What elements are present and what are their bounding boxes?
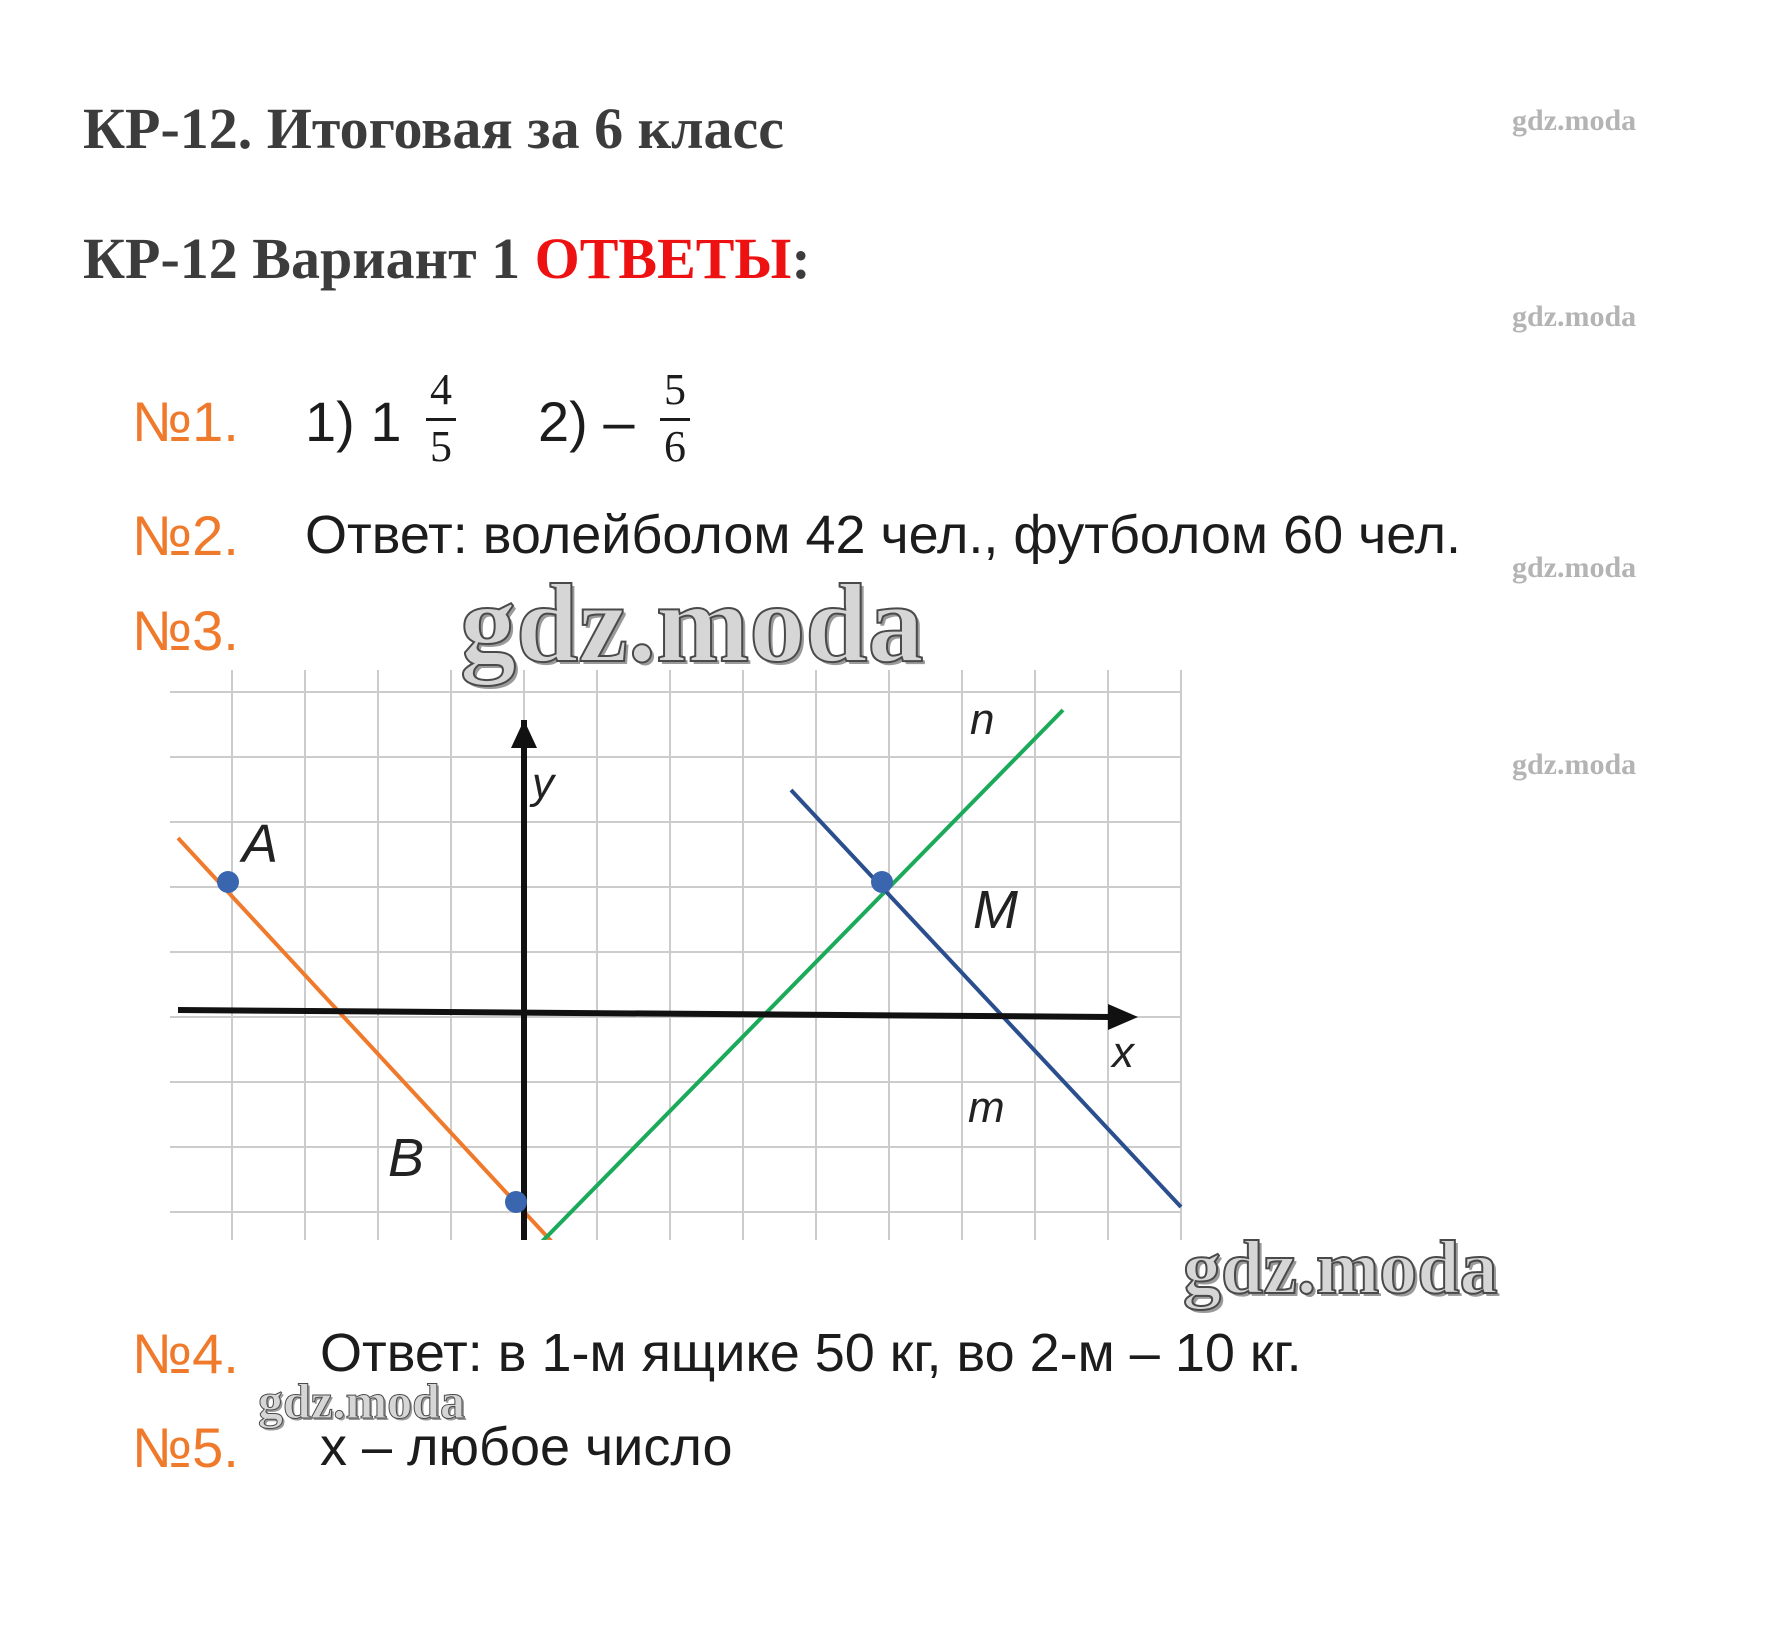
point-B-marker (505, 1191, 527, 1213)
watermark-medium: gdz.moda (258, 1373, 465, 1429)
fraction-denominator: 6 (664, 422, 686, 471)
variant-heading (83, 226, 811, 291)
point-B-label: B (388, 1128, 425, 1188)
y-axis-arrow (511, 720, 537, 748)
page-title: КР-12. Итоговая за 6 класс (83, 96, 785, 161)
task-1-label: №1. (132, 390, 239, 453)
task-5-label: №5. (132, 1416, 239, 1479)
variant-prefix: КР-12 Вариант 1 (83, 226, 535, 291)
watermark-large: gdz.moda (460, 562, 924, 686)
point-A-label: A (242, 814, 279, 874)
point-A-marker (217, 871, 239, 893)
line-m-label: m (968, 1083, 1005, 1132)
line-n-label: n (970, 695, 995, 744)
task-3-label: №3. (132, 599, 239, 662)
variant-suffix: : (791, 226, 811, 291)
x-axis-arrow (1108, 1004, 1138, 1030)
task-1-part2-prefix: 2) – (538, 390, 635, 453)
task-4-answer: Ответ: в 1-м ящике 50 кг, во 2-м – 10 кг. (320, 1323, 1302, 1383)
coordinate-graph (170, 670, 1370, 1240)
fraction-bar (660, 418, 690, 421)
task-1-fraction-2 (660, 365, 690, 471)
point-M-label: M (973, 880, 1018, 940)
task-4-label: №4. (132, 1322, 239, 1385)
task-1-fraction-1 (426, 365, 456, 471)
line-n-green (475, 710, 1063, 1240)
grid (170, 670, 1181, 1240)
task-2-answer: Ответ: волейболом 42 чел., футболом 60 чел. (305, 505, 1461, 565)
fraction-denominator: 5 (430, 422, 452, 471)
watermark: gdz.moda (1512, 104, 1637, 137)
line-m-blue (791, 790, 1181, 1207)
watermark-large: gdz.moda (1183, 1226, 1498, 1310)
x-axis-label: x (1112, 1028, 1134, 1077)
answers-label: ОТВЕТЫ (534, 226, 792, 291)
task-1-part1-prefix: 1) 1 (305, 390, 402, 453)
fraction-numerator: 4 (430, 365, 452, 414)
fraction-bar (426, 418, 456, 421)
watermark: gdz.moda (1512, 300, 1637, 333)
y-axis-label: y (532, 759, 554, 808)
point-M-marker (871, 871, 893, 893)
task-2-label: №2. (132, 504, 239, 567)
fraction-numerator: 5 (664, 365, 686, 414)
watermark: gdz.moda (1512, 748, 1637, 781)
x-axis (178, 1010, 1110, 1017)
watermark: gdz.moda (1512, 551, 1637, 584)
task-5-answer: х – любое число (320, 1417, 733, 1477)
